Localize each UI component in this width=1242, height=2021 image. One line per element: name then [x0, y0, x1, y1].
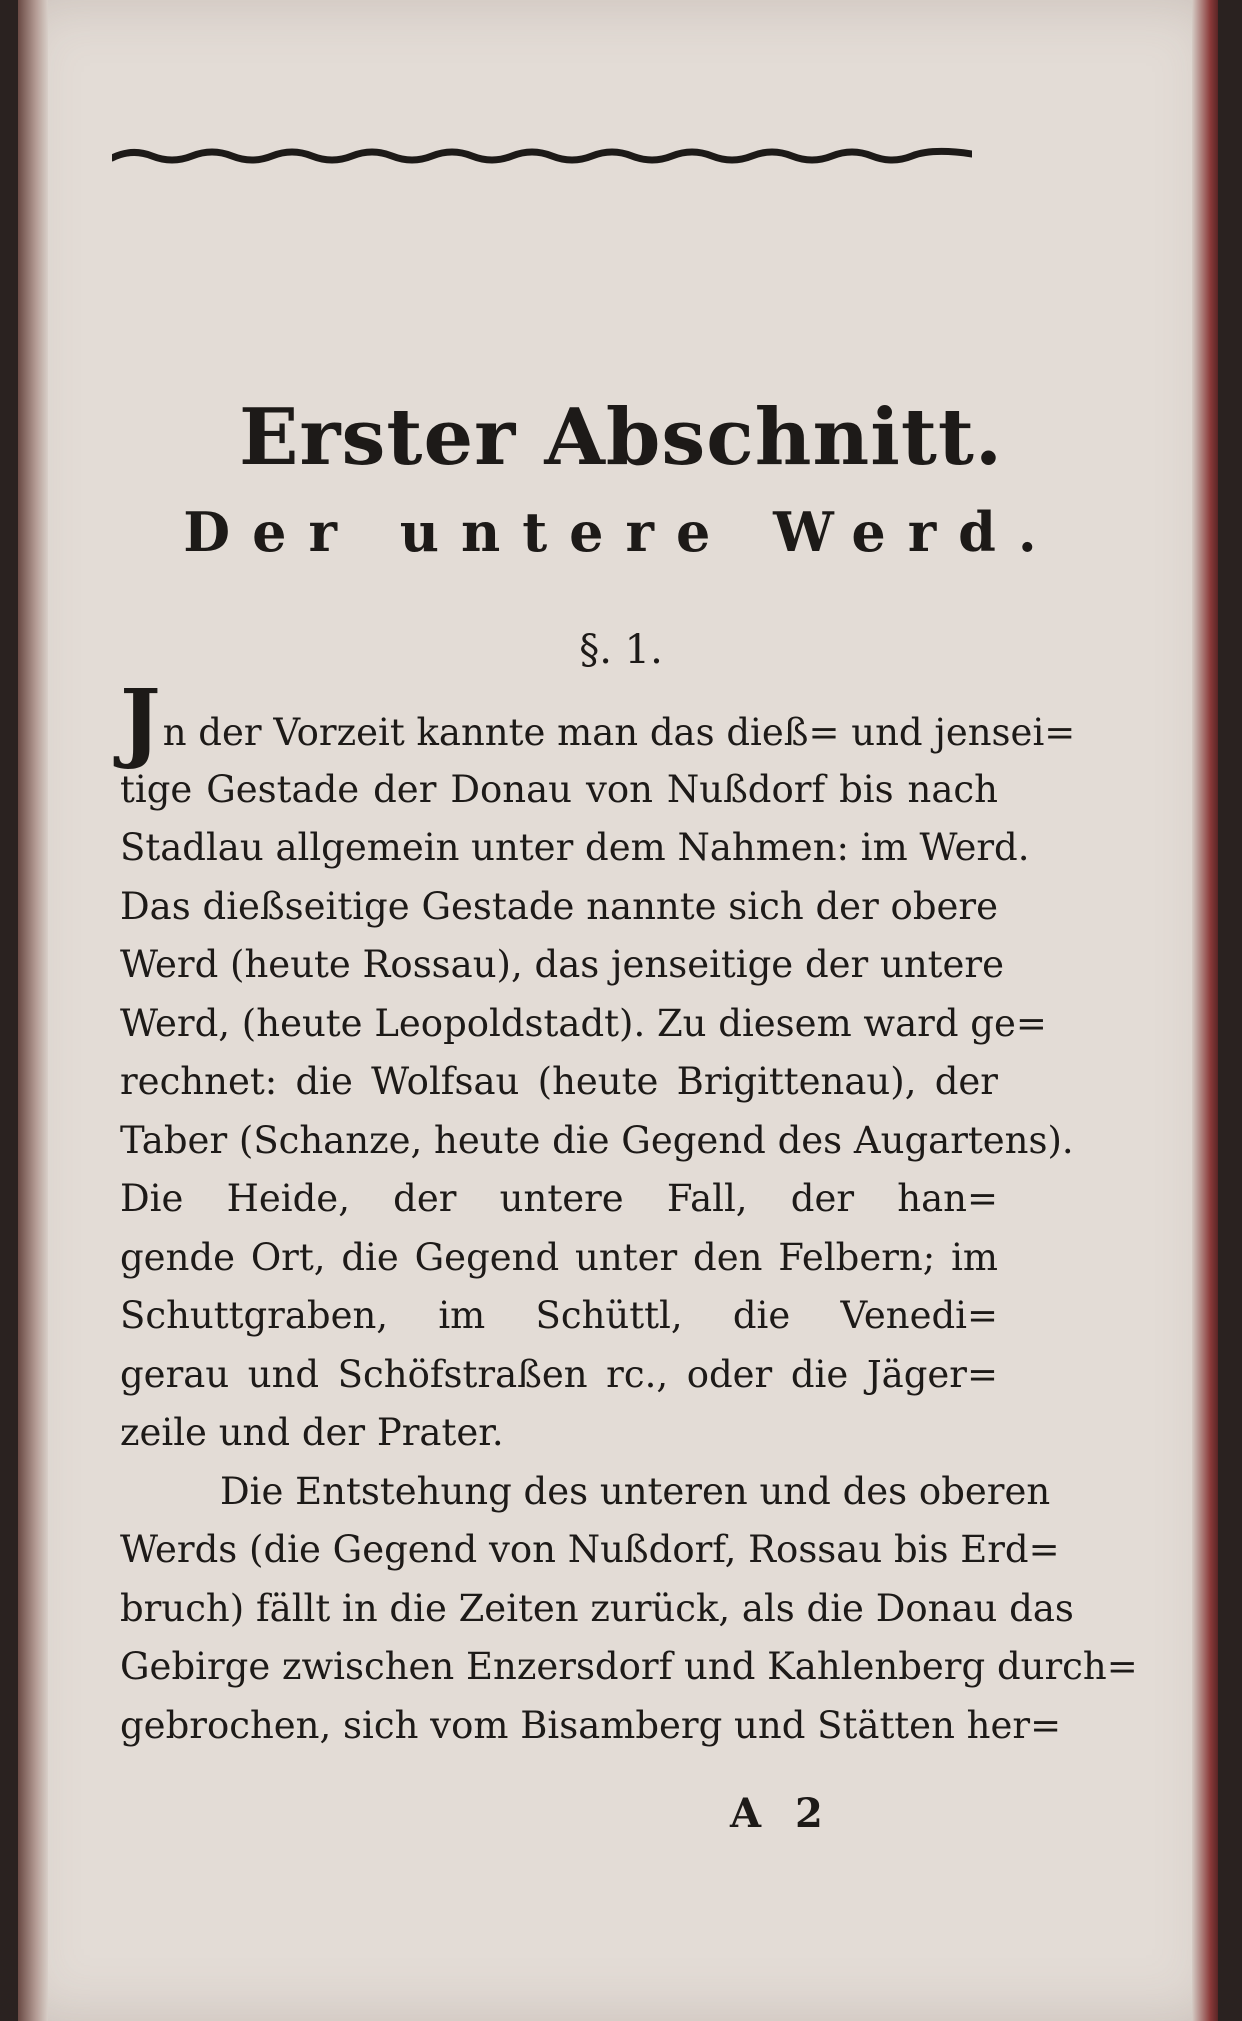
text-line: Stadlau allgemein unter dem Nahmen: im Werd. — [120, 826, 1030, 869]
section-number: §. 1. — [579, 627, 663, 673]
text-line: gebrochen, sich vom Bisamberg und Stätten her= — [120, 1703, 1062, 1747]
text-line: bruch) fällt in die Zeiten zurück, als die Donau das — [120, 1586, 1074, 1630]
drop-cap: J — [120, 671, 161, 772]
text-line: Taber (Schanze, heute die Gegend des Augartens). — [120, 1118, 1074, 1162]
text-line: Das dießseitige Gestade nannte sich der obere — [120, 884, 998, 928]
text-line: Die Entstehung des unteren und des oberen — [220, 1469, 1051, 1513]
text-line: Werd, (heute Leopoldstadt). Zu diesem ward ge= — [120, 1001, 1047, 1045]
page-edge — [1192, 0, 1218, 2021]
text-line: gende Ort, die Gegend unter den Felbern; im — [120, 1235, 998, 1279]
chapter-title: Erster Abschnitt. — [238, 392, 1004, 483]
text-line: Gebirge zwischen Enzersdorf und Kahlenberg durch= — [120, 1645, 1138, 1688]
text-line: rechnet: die Wolfsau (heute Brigittenau), der — [120, 1060, 998, 1103]
text-line: Jn der Vorzeit kannte man das dieß= und jensei= — [120, 671, 1076, 772]
text-line: Schuttgraben, im Schüttl, die Venedi= — [120, 1294, 998, 1337]
signature-mark: A 2 — [730, 1790, 833, 1837]
text-line: zeile und der Prater. — [120, 1411, 504, 1454]
text-line: Die Heide, der untere Fall, der han= — [120, 1177, 998, 1220]
text-line: Werd (heute Rossau), das jenseitige der untere — [120, 943, 1005, 986]
decorative-rule — [112, 140, 972, 170]
chapter-subtitle: Der untere Werd. — [183, 500, 1059, 564]
body-text — [120, 671, 1138, 1755]
text-line: Werds (die Gegend von Nußdorf, Rossau bis Erd= — [120, 1528, 1060, 1571]
text-line: tige Gestade der Donau von Nußdorf bis nach — [120, 767, 998, 811]
book-spine — [18, 0, 48, 2021]
text-line: gerau und Schöfstraßen rc., oder die Jäger= — [120, 1352, 998, 1396]
